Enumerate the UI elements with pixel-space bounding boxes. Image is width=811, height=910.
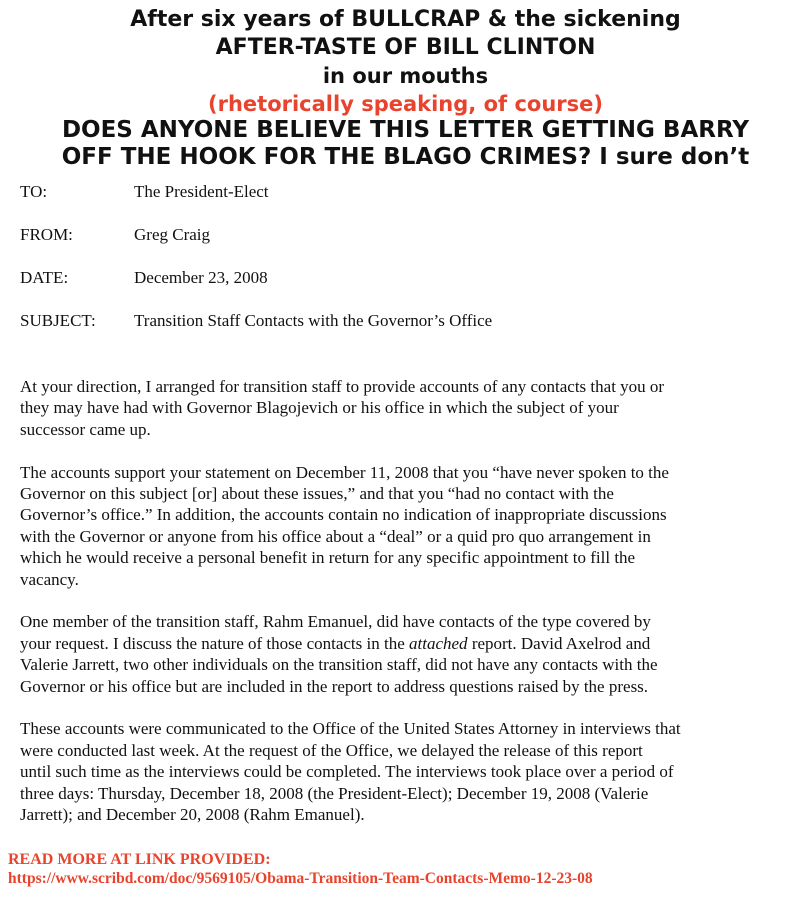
paragraph-text: report. David Axelrod and <box>467 633 651 653</box>
paragraph-line: These accounts were communicated to the Office of the United States Attorney in interviews that <box>20 719 681 739</box>
memo-subject-label: SUBJECT: <box>20 311 96 328</box>
paragraph-line: At your direction, I arranged for transition staff to provide accounts of any contacts that you or <box>20 377 665 396</box>
paragraph-line: Governor on this subject [or] about these issues,” and that you “had no contact with the <box>20 484 614 504</box>
headline-aside: (rhetorically speaking, of course) <box>208 92 603 116</box>
paragraph-2 <box>20 462 790 590</box>
paragraph-line: Jarrett); and December 20, 2008 (Rahm Emanuel). <box>20 805 365 825</box>
paragraph-line <box>20 633 790 654</box>
paragraph-line: Governor’s office.” In addition, the accounts contain no indication of inappropriate discussions <box>20 505 667 525</box>
headline-line-3: in our mouths <box>322 64 489 88</box>
memo-to-label: TO: <box>20 182 48 201</box>
memo-from-value: Greg Craig <box>134 225 211 244</box>
paragraph-line: which he would receive a personal benefit in return for any specific appointment to fill the <box>20 548 636 568</box>
memo-date-value: December 23, 2008 <box>134 268 268 287</box>
memo-body <box>20 376 790 847</box>
paragraph-line: three days: Thursday, December 18, 2008 (the President-Elect); December 19, 2008 (Valerie <box>20 783 649 803</box>
memo-subject-clip <box>20 311 720 328</box>
headline-line-1: After six years of BULLCRAP & the sickening <box>130 7 681 32</box>
headline-question-line-2: OFF THE HOOK FOR THE BLAGO CRIMES? I sure don’t <box>61 144 750 170</box>
paragraph-3 <box>20 611 790 697</box>
attached-emphasis: attached <box>409 633 468 653</box>
footer <box>8 850 593 888</box>
paragraph-line: were conducted last week. At the request of the Office, we delayed the release of this report <box>20 740 643 760</box>
paragraph-line: The accounts support your statement on December 11, 2008 that you “have never spoken to the <box>20 462 669 482</box>
paragraph-line: they may have had with Governor Blagojevich or his office in which the subject of your <box>20 398 619 418</box>
headline <box>0 6 811 171</box>
paragraph-4 <box>20 718 790 825</box>
paragraph-line: with the Governor or anyone from his office about a “deal” or a quid pro quo arrangement in <box>20 526 651 546</box>
memo-to-value: The President-Elect <box>134 182 269 201</box>
paragraph-line: Valerie Jarrett, two other individuals on the transition staff, did not have any contacts with the <box>20 655 658 675</box>
paragraph-line: successor came up. <box>20 419 151 439</box>
paragraph-1 <box>20 376 790 440</box>
memo-from-label: FROM: <box>20 225 73 244</box>
paragraph-line: One member of the transition staff, Rahm Emanuel, did have contacts of the type covered by <box>20 612 651 632</box>
headline-question-line-1: DOES ANYONE BELIEVE THIS LETTER GETTING BARRY <box>61 117 750 143</box>
paragraph-line: until such time as the interviews could be completed. The interviews took place over a period of <box>20 762 674 782</box>
source-link[interactable]: https://www.scribd.com/doc/9569105/Obama-Transition-Team-Contacts-Memo-12-23-08 <box>8 870 593 887</box>
memo-subject-value: Transition Staff Contacts with the Governor’s Office <box>134 311 493 328</box>
paragraph-line: Governor or his office but are included in the report to address questions raised by the press. <box>20 676 649 696</box>
read-more-label: READ MORE AT LINK PROVIDED: <box>8 851 271 868</box>
paragraph-text: your request. I discuss the nature of those contacts in the <box>20 633 410 653</box>
paragraph-line: vacancy. <box>20 569 79 589</box>
memo-date-label: DATE: <box>20 268 69 287</box>
headline-line-2: AFTER-TASTE OF BILL CLINTON <box>215 35 596 60</box>
